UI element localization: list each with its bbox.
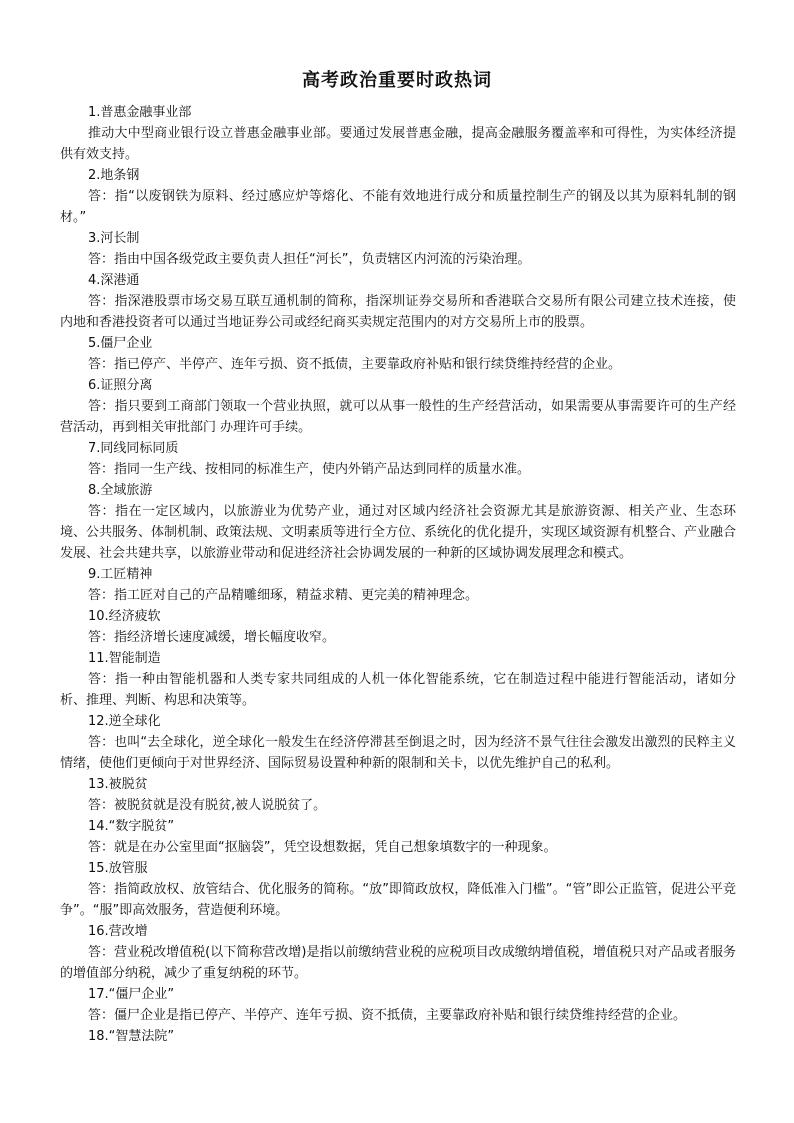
glossary-entry (60, 102, 736, 165)
glossary-entry (60, 606, 736, 648)
glossary-entry (60, 333, 736, 375)
entry-term: 8.全域旅游 (88, 483, 153, 498)
entry-term: 5.僵尸企业 (88, 336, 153, 351)
entry-term: 6.证照分离 (88, 378, 153, 393)
glossary-entry (60, 816, 736, 858)
entry-definition: 答：指在一定区域内，以旅游业为优势产业，通过对区域内经济社会资源尤其是旅游资源、相关产业、生态环境、公共服务、体制机制、政策法规、文明素质等进行全方位、系统化的优化提升，实现区域资源有机整合、产业融合发展、社会共建共享，以旅游业带动和促进经济社会协调发展的一种新的区域协调发展理念和模式。 (60, 504, 737, 561)
entry-term: 10.经济疲软 (88, 609, 161, 624)
glossary-entry (60, 480, 736, 564)
entry-term: 15.放管服 (88, 861, 148, 876)
entry-term: 12.逆全球化 (88, 714, 161, 729)
entry-definition: 答：指简政放权、放管结合、优化服务的简称。“放”即简政放权，降低准入门槛”。“管”即公正监管，促进公平竞争”。“服”即高效服务，营造便利环境。 (60, 882, 736, 918)
entry-definition: 答：指同一生产线、按相同的标准生产，使内外销产品达到同样的质量水准。 (88, 462, 531, 477)
entry-term: 16.营改增 (88, 924, 148, 939)
entry-definition: 答：僵尸企业是指已停产、半停产、连年亏损、资不抵债，主要靠政府补贴和银行续贷维持经营的企业。 (88, 1008, 687, 1023)
page-title: 高考政治重要时政热词 (302, 70, 492, 91)
entry-definition: 答：就是在办公室里面“抠脑袋”，凭空设想数据，凭自己想象填数字的一种现象。 (88, 840, 557, 855)
entry-definition: 答：指经济增长速度减缓，增长幅度收窄。 (88, 630, 336, 645)
entry-definition: 答：指工匠对自己的产品精雕细琢，精益求精、更完美的精神理念。 (88, 588, 479, 603)
entry-term: 17.“僵尸企业” (88, 987, 175, 1002)
glossary-entry (60, 438, 736, 480)
entry-term: 9.工匠精神 (88, 567, 153, 582)
glossary-entry (60, 774, 736, 816)
entry-term: 11.智能制造 (88, 651, 161, 666)
entry-definition: 答：被脱贫就是没有脱贫,被人说脱贫了。 (88, 798, 327, 813)
glossary-entry (60, 648, 736, 711)
entry-definition: 答：指深港股票市场交易互联互通机制的简称，指深圳证券交易所和香港联合交易所有限公司建立技术连接，使内地和香港投资者可以通过当地证券公司或经纪商买卖规定范围内的对方交易所上市的股票。 (60, 294, 736, 330)
glossary-entry (60, 984, 736, 1026)
entry-definition: 答：指“以废钢铁为原料、经过感应炉等熔化、不能有效地进行成分和质量控制生产的钢及以其为原料轧制的钢材。” (60, 189, 736, 225)
entry-term: 3.河长制 (88, 231, 140, 246)
entry-term: 13.被脱贫 (88, 777, 148, 792)
entry-definition: 答：指由中国各级党政主要负责人担任“河长”，负责辖区内河流的污染治理。 (88, 252, 531, 267)
entry-definition: 推动大中型商业银行设立普惠金融事业部。要通过发展普惠金融，提高金融服务覆盖率和可得性，为实体经济提供有效支持。 (60, 126, 736, 162)
glossary-entry (60, 165, 736, 228)
glossary-entry (60, 228, 736, 270)
document-body (60, 102, 736, 1047)
entry-definition: 答：营业税改增值税(以下简称营改增)是指以前缴纳营业税的应税项目改成缴纳增值税，增值税只对产品或者服务的增值部分纳税，减少了重复纳税的环节。 (60, 945, 736, 981)
entry-definition: 答：指一种由智能机器和人类专家共同组成的人机一体化智能系统，它在制造过程中能进行智能活动，诸如分析、推理、判断、构思和决策等。 (60, 672, 736, 708)
glossary-entry (60, 564, 736, 606)
glossary-entry (60, 1026, 736, 1047)
glossary-entry (60, 375, 736, 438)
glossary-entry (60, 711, 736, 774)
entry-term: 14.“数字脱贫” (88, 819, 175, 834)
entry-definition: 答：也叫“去全球化，逆全球化一般发生在经济停滞甚至倒退之时，因为经济不景气往往会激发出激烈的民粹主义情绪，使他们更倾向于对世界经济、国际贸易设置种种新的限制和关卡，以优先维护自己的私利。 (60, 735, 736, 771)
entry-term: 4.深港通 (88, 273, 140, 288)
entry-definition: 答：指已停产、半停产、连年亏损、资不抵债，主要靠政府补贴和银行续贷维持经营的企业。 (88, 357, 622, 372)
entry-term: 7.同线同标同质 (88, 441, 179, 456)
entry-definition: 答：指只要到工商部门领取一个营业执照，就可以从事一般性的生产经营活动，如果需要从事需要许可的生产经营活动，再到相关审批部门 办理许可手续。 (60, 399, 736, 435)
glossary-entry (60, 270, 736, 333)
glossary-entry (60, 858, 736, 921)
entry-term: 18.“智慧法院” (88, 1029, 175, 1044)
entry-term: 1.普惠金融事业部 (88, 105, 192, 120)
glossary-entry (60, 921, 736, 984)
entry-term: 2.地条钢 (88, 168, 140, 183)
